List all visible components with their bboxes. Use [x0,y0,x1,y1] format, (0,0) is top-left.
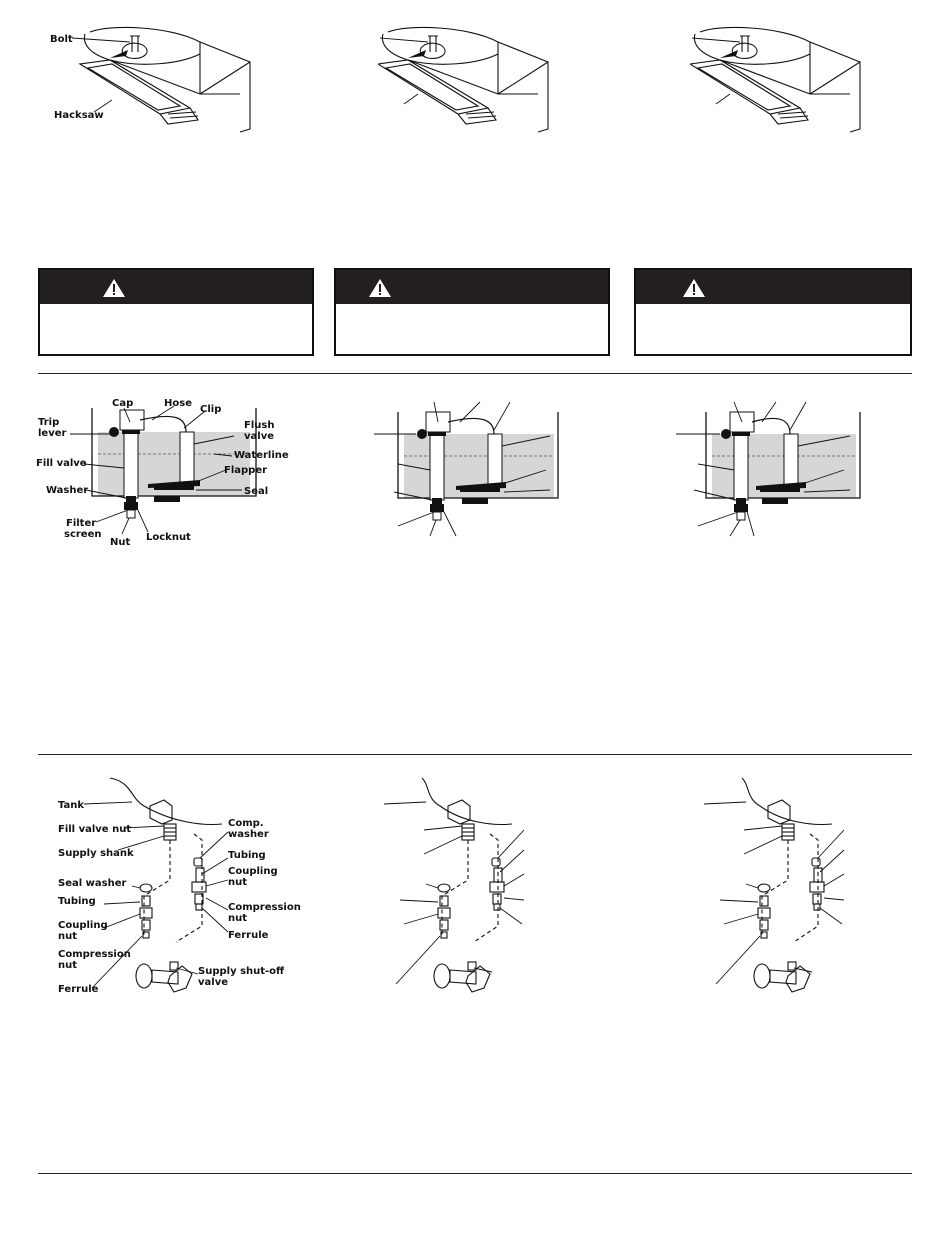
warning-header [636,270,910,304]
supply-shutoff-label: Supply shut-off [198,966,285,977]
flush-valve-label: Flush [244,420,275,431]
flapper-label: Flapper [224,465,268,476]
nut-label: Nut [110,537,131,548]
warning-triangle-icon [368,278,392,298]
locknut-label: Locknut [146,532,191,543]
section-divider [38,1173,912,1174]
filter-screen-label: screen [64,529,102,540]
coupling-nut-right-label: nut [228,877,248,888]
bolt-label: Bolt [50,34,73,45]
compression-nut-right-label: nut [228,913,248,924]
trip-lever-label: lever [38,428,67,439]
compression-nut-left-label: Compression [58,949,131,960]
compression-nut-left-label: nut [58,960,78,971]
hacksaw-illustration-labeled [50,24,300,139]
seal-washer-label: Seal washer [58,878,127,889]
warning-header [40,270,312,304]
ferrule-left-label: Ferrule [58,984,99,995]
fill-valve-label: Fill valve [36,458,87,469]
washer-label: Washer [46,485,89,496]
comp-washer-label: washer [228,829,269,840]
supply-line-diagram-3 [702,776,852,1008]
hose-label: Hose [164,398,192,409]
tank-cutaway-2 [370,400,560,550]
cap-label: Cap [112,398,134,409]
compression-nut-right-label: Compression [228,902,301,913]
comp-washer-label: Comp. [228,818,264,829]
coupling-nut-left-label: nut [58,931,78,942]
supply-line-diagram-labeled [52,776,312,1008]
tank-cutaway-labeled [36,392,326,552]
warning-header [336,270,608,304]
warning-triangle-icon [682,278,706,298]
supply-shank-label: Supply shank [58,848,134,859]
flush-valve-label: valve [244,431,274,442]
coupling-nut-right-label: Coupling [228,866,278,877]
section-divider [38,754,912,755]
waterline-label: Waterline [234,450,289,461]
hacksaw-illustration-2 [378,24,588,139]
coupling-nut-left-label: Coupling [58,920,108,931]
fill-valve-nut-label: Fill valve nut [58,824,132,835]
warning-triangle-icon [102,278,126,298]
supply-line-diagram-2 [382,776,532,1008]
hacksaw-illustration-3 [690,24,900,139]
warning-box [38,268,314,356]
trip-lever-label: Trip [38,417,60,428]
tank-label: Tank [58,800,85,811]
filter-screen-label: Filter [66,518,97,529]
seal-label: Seal [244,486,269,497]
section-divider [38,373,912,374]
tubing-left-label: Tubing [58,896,96,907]
ferrule-right-label: Ferrule [228,930,269,941]
warning-box [634,268,912,356]
hacksaw-label: Hacksaw [54,110,104,121]
warning-box [334,268,610,356]
tank-cutaway-3 [672,400,862,550]
tubing-right-label: Tubing [228,850,266,861]
supply-shutoff-label: valve [198,977,228,988]
clip-label: Clip [200,404,222,415]
